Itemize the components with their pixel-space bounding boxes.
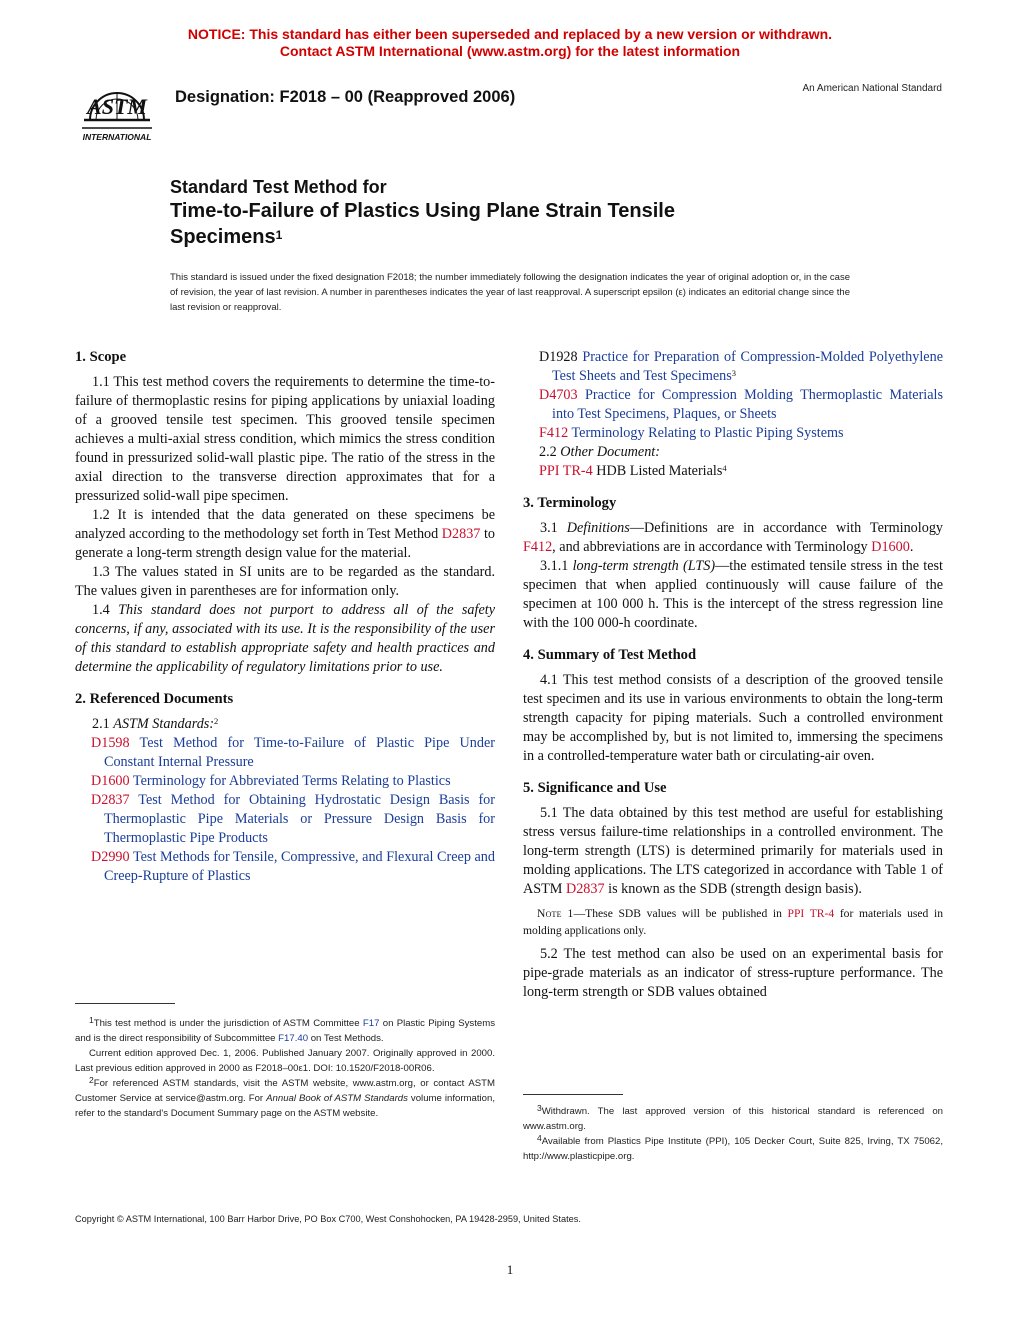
footnote-2-mark: 2 [89,1075,94,1085]
page-number: 1 [506,1262,514,1277]
reference-code: D1928 [539,349,578,365]
terminology-3-1-number: 3.1 [540,520,567,536]
supersession-notice [0,26,1020,60]
reference-item [523,424,943,443]
astm-logo [76,76,158,148]
reference-item [75,791,495,848]
footnote-divider [523,1094,623,1095]
astm-logo-icon [76,76,158,148]
logo-brand: ASTM [87,94,147,119]
designation: Designation: F2018 – 00 (Reapproved 2006) [175,88,516,106]
link-f412[interactable]: F412 [523,539,553,555]
terminology-3-1-1-term: long-term strength (LTS) [572,558,716,574]
section-heading-referenced: 2. Referenced Documents [75,691,234,707]
ppi-reference [523,462,943,481]
significance-paragraph-5-1 [523,804,943,899]
footnote-3-mark: 3 [537,1103,542,1113]
terminology-paragraph-3-1-1 [523,557,943,633]
footnote-1-mark: 1 [89,1015,94,1025]
note-1-text-a: —These SDB values will be published in [573,907,788,920]
reference-title[interactable]: Practice for Compression Molding Thermoplastic Materials into Test Specimens, Plaques, or Sheets [552,387,944,422]
footnote-1-text-a: This test method is under the jurisdiction of ASTM Committee [93,1018,363,1029]
terminology-3-1-label: Definitions [566,520,630,536]
reference-code[interactable]: D4703 [539,387,578,403]
significance-5-1-text-b: is known as the SDB (strength design basis). [604,881,862,897]
footnote-4-text: Available from Plastics Pipe Institute (PPI), 105 Decker Court, Suite 825, Irving, TX 75062, http://www.plasticpipe.org. [523,1136,943,1162]
significance-5-1-text-a: 5.1 The data obtained by this test method are useful for establishing stress versus failure-time relationships in a controlled environment. The long-term strength (LTS) is determined primarily for materials used in molding applications. The LTS categorized in accordance with Table 1 of ASTM [523,805,943,897]
footnote-2 [75,1076,495,1121]
issued-note: This standard is issued under the fixed designation F2018; the number immediately following the designation indicates the year of original adoption or, in the case of revision, the year of last revision. A number in parentheses indicates the year of last reapproval. A superscript epsilon (ε) indicates an editorial change since the last revision or reapproval. [170,272,850,313]
reference-code[interactable]: D1600 [91,773,130,789]
scope-1-2-text-a: 1.2 It is intended that the data generated on these specimens be analyzed according to the methodology set forth in Test Method [75,507,495,542]
ppi-footnote-mark[interactable]: 4 [722,463,727,473]
astm-standards-number: 2.1 [92,716,114,732]
reference-title[interactable]: Test Methods for Tensile, Compressive, and Flexural Creep and Creep-Rupture of Plastics [104,849,495,884]
reference-footnote-mark[interactable]: 3 [731,368,737,378]
scope-1-2-text-b: to generate a long-term strength design value for the material. [75,526,495,561]
significance-paragraph-5-2: 5.2 The test method can also be used on an experimental basis for pipe-grade materials as an indicator of stress-rupture performance. The long-term strength or SDB values obtained [523,946,943,1000]
terminology-3-1-1-number: 3.1.1 [540,558,573,574]
reference-title[interactable]: Terminology Relating to Plastic Piping Systems [571,425,844,441]
reference-code[interactable]: F412 [539,425,569,441]
terminology-3-1-1-text: —the estimated tensile stress in the test specimen that when applied continuously will cause failure of the specimen at 100 000 h. This is the intercept of the stress regression line with the 100 000-h coordinate. [523,558,943,631]
title-footnote-mark[interactable]: 1 [275,228,283,242]
scope-1-4-number: 1.4 [92,602,119,618]
footnote-divider [75,1003,175,1004]
notice-line-1: NOTICE: This standard has either been superseded and replaced by a new version or withdrawn. [187,26,833,42]
terminology-paragraph-3-1 [523,519,943,557]
section-heading-scope: 1. Scope [75,349,127,365]
title-line-3-text: Specimens [170,226,276,248]
astm-standards-text: ASTM Standards: [113,716,215,732]
footnote-1-text-c: on Test Methods. [308,1033,384,1044]
footnote-4 [523,1134,943,1164]
astm-standards-footnote-mark[interactable]: 2 [214,716,219,726]
reference-title[interactable]: Terminology for Abbreviated Terms Relating to Plastics [132,773,451,789]
footnote-3-text: Withdrawn. The last approved version of this historical standard is referenced on www.astm.org. [523,1106,943,1132]
terminology-3-1-text-a: —Definitions are in accordance with Terminology [629,520,944,536]
scope-paragraph-1-4 [75,601,495,677]
footnote-3 [523,1104,943,1134]
american-national-standard-label: An American National Standard [802,83,942,94]
link-d1600[interactable]: D1600 [871,539,910,555]
terminology-3-1-text-c: . [909,539,914,555]
scope-paragraph-1-2 [75,506,495,563]
link-ppi-tr4[interactable]: PPI TR-4 [539,463,593,479]
footnotes-right [523,1104,943,1164]
notice-line-2: Contact ASTM International (www.astm.org) for the latest information [279,43,741,59]
title-line-2: Time-to-Failure of Plastics Using Plane Strain Tensile [170,200,675,222]
reference-title[interactable]: Test Method for Time-to-Failure of Plastic Pipe Under Constant Internal Pressure [104,735,496,770]
other-document-text: Other Document: [560,444,660,460]
summary-paragraph-4-1: 4.1 This test method consists of a description of the grooved tensile test specimen and its use in various environments to obtain the long-term strength capacity for piping materials. Such a controlled environment may be accomplished by, but is not limited to, immersing the specimens in a controlled-temperature water bath or circulating-air oven. [523,672,943,764]
link-d2837[interactable]: D2837 [441,526,481,542]
footnote-2-italic: Annual Book of ASTM Standards [266,1093,408,1104]
ppi-reference-text: HDB Listed Materials [592,463,723,479]
link-f17[interactable]: F17 [362,1018,380,1029]
reference-title[interactable]: Practice for Preparation of Compression-Molded Polyethylene Test Sheets and Test Specimens [552,349,943,384]
footnote-1-text-b: on Plastic Piping Systems and is the direct responsibility of Subcommittee [75,1018,495,1044]
copyright-line: Copyright © ASTM International, 100 Barr Harbor Drive, PO Box C700, West Conshohocken, PA 19428-2959, United States. [75,1214,581,1224]
footnote-2-text-b: volume information, refer to the standard's Document Summary page on the ASTM website. [75,1093,495,1119]
note-1-label: Note 1 [537,907,574,920]
document-title [170,176,870,250]
other-document-label [523,443,943,462]
link-ppi-tr4[interactable]: PPI TR-4 [787,907,835,920]
reference-item [75,848,495,886]
reference-code[interactable]: D2837 [91,792,130,808]
reference-title[interactable]: Test Method for Obtaining Hydrostatic Design Basis for Thermoplastic Pipe Materials or Pressure Design Basis for Thermoplastic Pipe Products [104,792,496,846]
reference-item [523,386,943,424]
reference-code[interactable]: D1598 [91,735,130,751]
reference-code[interactable]: D2990 [91,849,130,865]
footnote-1-edition: Current edition approved Dec. 1, 2006. Published January 2007. Originally approved in 2000. Last previous edition approved in 2000 as F2018–00ε1. DOI: 10.1520/F2018-00R06. [75,1048,495,1074]
section-heading-significance: 5. Significance and Use [523,780,667,796]
footnotes-left [75,1016,495,1121]
reference-item [75,734,495,772]
other-document-number: 2.2 [539,444,561,460]
right-column [523,348,943,1002]
title-line-3 [170,224,870,250]
astm-standards-label [75,715,495,734]
footnote-1 [75,1016,495,1046]
note-1-text-b: for materials used in molding applications only. [523,907,943,937]
title-line-1: Standard Test Method for [170,177,387,197]
footnote-2-text-a: For referenced ASTM standards, visit the ASTM website, www.astm.org, or contact ASTM Customer Service at service@astm.org. For [75,1078,495,1104]
scope-paragraph-1-3: 1.3 The values stated in SI units are to be regarded as the standard. The values given in parentheses are for information only. [75,564,495,599]
scope-1-4-text: This standard does not purport to address all of the safety concerns, if any, associated with its use. It is the responsibility of the user of this standard to establish appropriate safety and health practices and determine the applicability of regulatory limitations prior to use. [75,602,495,675]
link-f17-40[interactable]: F17.40 [278,1033,309,1044]
link-d2837[interactable]: D2837 [565,881,605,897]
reference-item [523,348,943,386]
logo-sub: INTERNATIONAL [82,132,152,142]
section-heading-summary: 4. Summary of Test Method [523,647,697,663]
reference-item [75,772,495,791]
left-column [75,348,495,886]
footnote-4-mark: 4 [537,1133,542,1143]
section-heading-terminology: 3. Terminology [523,495,617,511]
note-1 [523,905,943,939]
scope-paragraph-1-1: 1.1 This test method covers the requirements to determine the time-to-failure of thermoplastic resins for piping applications by uniaxial loading of a grooved tensile test specimen. This grooved tensile specimen achieves a multi-axial stress condition, which mimics the stress condition found in pressurized solid-wall plastic pipe. The ratio of the stress in the axial direction to the transverse direction approximates that for a pressurized solid-wall pipe specimen. [75,374,495,504]
terminology-3-1-text-b: , and abbreviations are in accordance with Terminology [552,539,872,555]
